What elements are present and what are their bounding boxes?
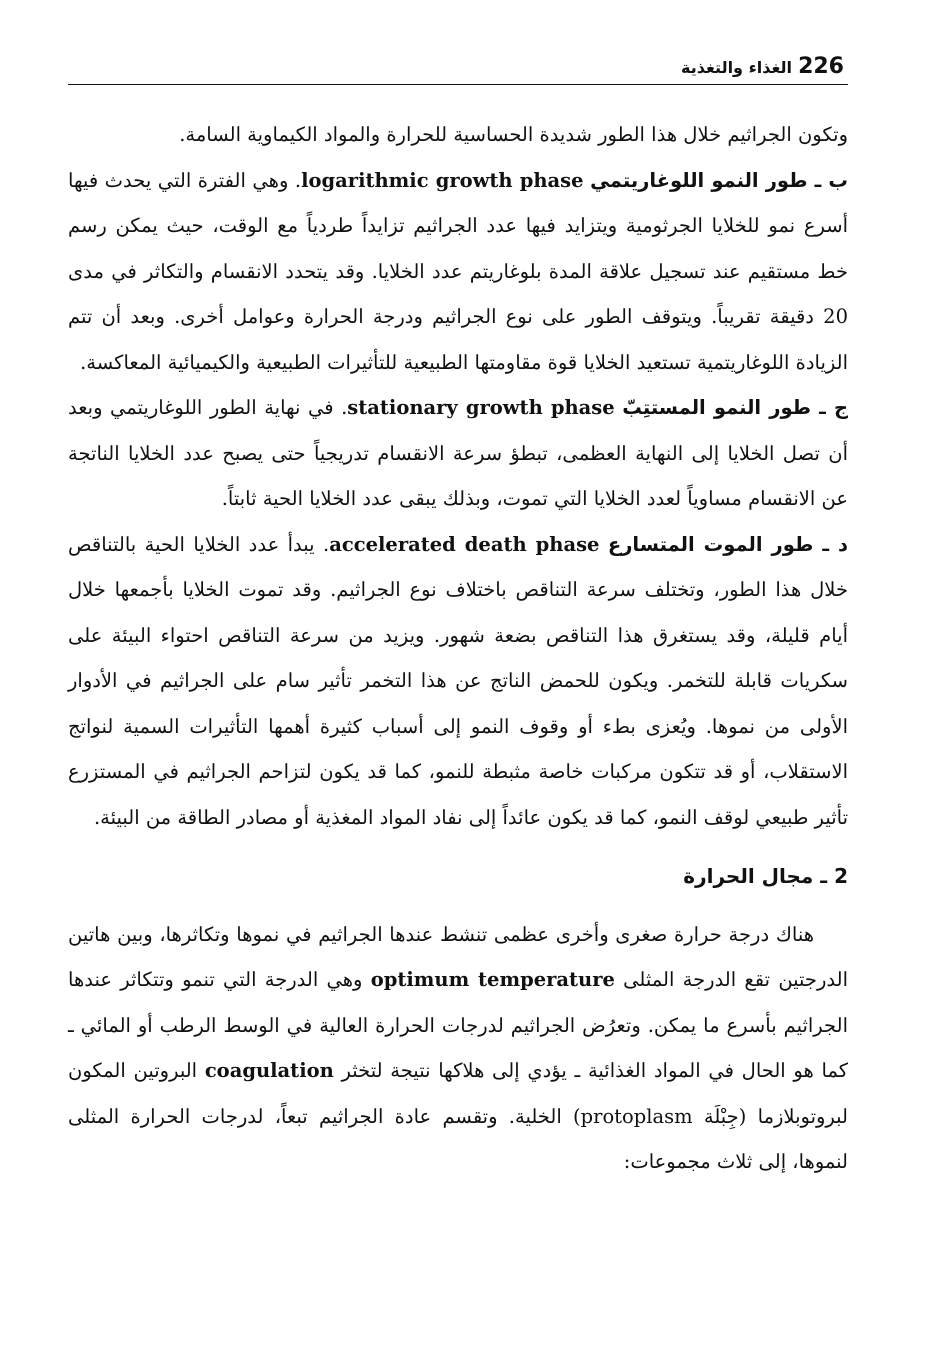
temperature-paragraph: [68, 912, 848, 1185]
phase-b-text: . وهي الفترة التي يحدث فيها أسرع نمو للخلايا الجرثومية ويتزايد فيها عدد الجراثيم تزايداً طردياً مع الوقت، حيث يمكن رسم خط مستقيم عند تسجيل علاقة المدة بلوغاريتم عدد الخلايا. وقد يتحدد الانقسام والتكاثر في مدى 20 دقيقة تقريباً. ويتوقف الطور على نوع الجراثيم ودرجة الحرارة وعوامل أخرى. وبعد أن تتم الزيادة اللوغاريتمية تستعيد الخلايا قوة مقاومتها الطبيعية للتأثيرات الطبيعية والكيميائية المعاكسة.: [68, 168, 848, 374]
phase-b-label: ب ـ طور النمو اللوغاريتمي: [590, 168, 849, 192]
phase-b-paragraph: [68, 158, 848, 386]
phase-d-english-term: accelerated death phase: [329, 532, 600, 556]
optimum-temperature-term: optimum temperature: [370, 968, 615, 991]
temperature-text-4: ) الخلية. وتقسم عادة الجراثيم تبعاً، لدرجات الحرارة المثلى لنموها، إلى ثلاث مجموعات:: [68, 1104, 848, 1173]
phase-c-label: ج ـ طور النمو المستتِبّ: [622, 396, 848, 419]
phase-c-english-term: stationary growth phase: [347, 396, 615, 419]
book-page: [68, 40, 848, 1340]
page-number: 226: [798, 54, 844, 79]
coagulation-term: coagulation: [204, 1059, 334, 1082]
intro-text: وتكون الجراثيم خلال هذا الطور شديدة الحساسية للحرارة والمواد الكيماوية السامة.: [179, 123, 848, 146]
protoplasm-term: protoplasm: [580, 1104, 693, 1128]
phase-c-paragraph: [68, 385, 848, 522]
page-header: [68, 50, 848, 85]
body-text: [68, 112, 848, 1185]
section-heading: 2 ـ مجال الحرارة: [683, 864, 848, 888]
temperature-text-2: وهي الدرجة التي تنمو وتتكاثر عندها الجراثيم بأسرع ما يمكن. وتعرُض الجراثيم لدرجات الحرارة العالية في الوسط الرطب أو المائي ـ كما هو الحال في المواد الغذائية ـ يؤدي إلى هلاكها نتيجة لتخثر: [68, 968, 848, 1082]
intro-paragraph: [68, 112, 848, 158]
phase-d-text: . يبدأ عدد الخلايا الحية بالتناقص خلال هذا الطور، وتختلف سرعة التناقص باختلاف نوع الجراثيم. وقد تموت الخلايا بأجمعها خلال أيام قليلة، وقد يستغرق هذا التناقص بضعة شهور. ويزيد من سرعة التناقص احتواء البيئة على سكريات قابلة للتخمر. ويكون للحمض الناتج عن هذا التخمر تأثير سام على الجراثيم في الأدوار الأولى من نموها. ويُعزى بطء أو وقوف النمو إلى أسباب كثيرة أهمها التأثيرات السمية لنواتج الاستقلاب، أو قد تتكون مركبات خاصة مثبطة للنمو، كما قد يكون لتزاحم الجراثيم في المستزرع تأثير طبيعي لوقف النمو، كما قد يكون عائداً إلى نفاد المواد المغذية أو مصادر الطاقة من البيئة.: [68, 532, 848, 829]
phase-c-text: . في نهاية الطور اللوغاريتمي وبعد أن تصل الخلايا إلى النهاية العظمى، تبطؤ سرعة الانقسام تدريجياً حتى يصبح عدد الخلايا الناتجة عن الانقسام مساوياً لعدد الخلايا التي تموت، وبذلك يبقى عدد الخلايا الحية ثابتاً.: [68, 396, 848, 510]
phase-d-label: د ـ طور الموت المتسارع: [607, 532, 848, 556]
phase-d-paragraph: [68, 522, 848, 841]
phase-b-english-term: logarithmic growth phase: [301, 168, 584, 192]
temperature-text-3: البروتين المكون لبروتوبلازما (جِبْلَة: [68, 1059, 848, 1128]
running-title: الغذاء والتغذية: [681, 58, 792, 77]
temperature-text-1: هناك درجة حرارة صغرى وأخرى عظمى تنشط عندها الجراثيم في نموها وتكاثرها، وبين هاتين الدرجتين تقع الدرجة المثلى: [68, 922, 848, 991]
